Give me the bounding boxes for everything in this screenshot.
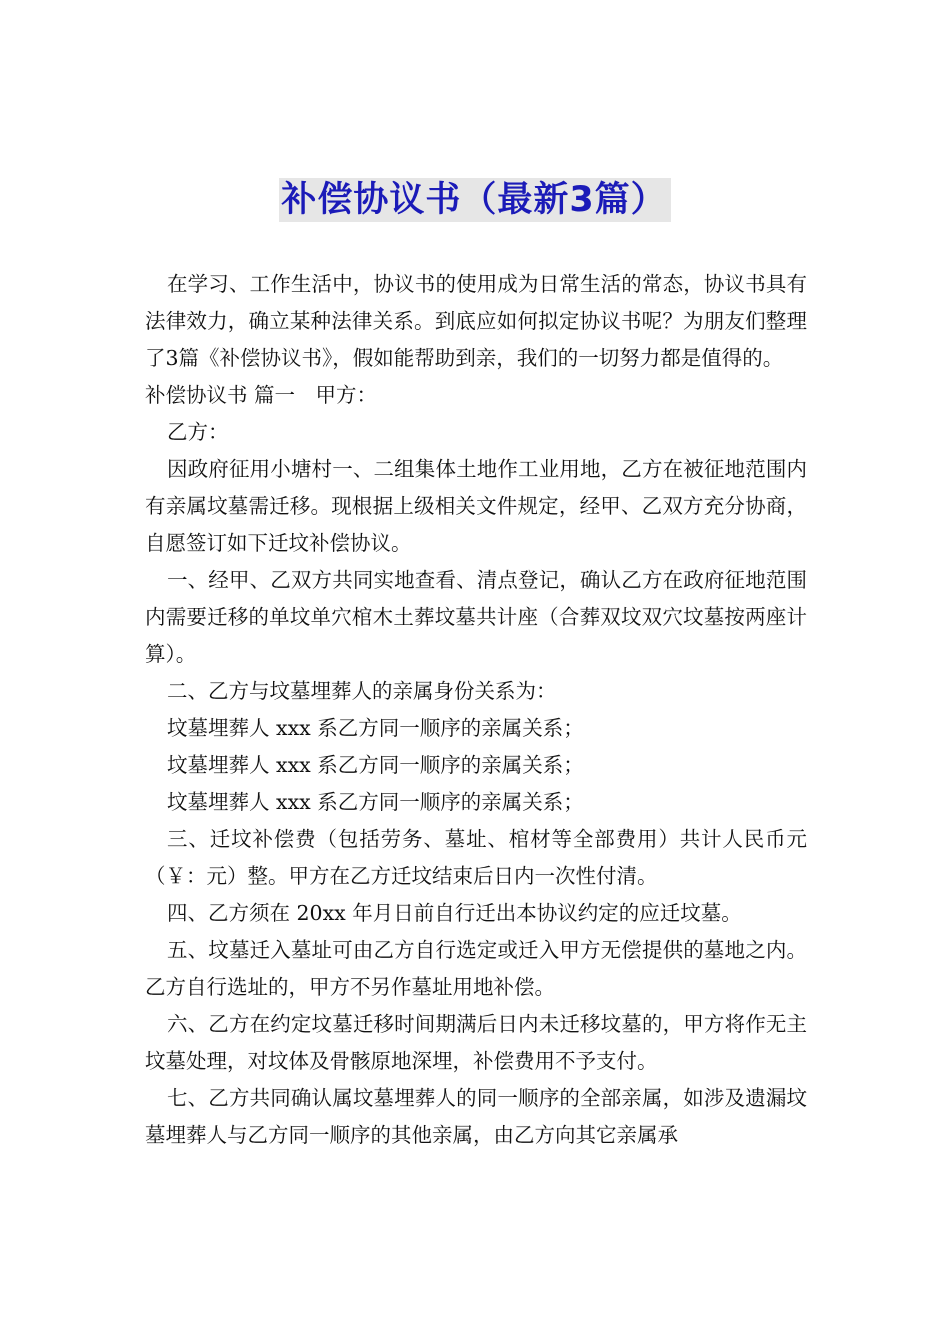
- title-container: [0, 178, 950, 222]
- clause-7: 七、乙方共同确认属坟墓埋葬人的同一顺序的全部亲属，如涉及遗漏坟墓埋葬人与乙方同一顺序的其他亲属，由乙方向其它亲属承: [145, 1086, 807, 1147]
- document-title: 补偿协议书（最新3篇）: [279, 178, 670, 222]
- relation-line: 坟墓埋葬人 xxx 系乙方同一顺序的亲属关系；: [167, 790, 584, 814]
- clause-2: 二、乙方与坟墓埋葬人的亲属身份关系为：: [167, 679, 557, 703]
- clause-1: 一、经甲、乙双方共同实地查看、清点登记，确认乙方在政府征地范围内需要迁移的单坟单穴棺木土葬坟墓共计座（合葬双坟双穴坟墓按两座计算）。: [145, 568, 807, 666]
- relation-line: 坟墓埋葬人 xxx 系乙方同一顺序的亲属关系；: [167, 716, 584, 740]
- intro-paragraph: 在学习、工作生活中，协议书的使用成为日常生活的常态，协议书具有法律效力，确立某种法律关系。到底应如何拟定协议书呢？为朋友们整理了3篇《补偿协议书》，假如能帮助到亲，我们的一切努力都是值得的。: [145, 272, 807, 370]
- document-body: [145, 266, 807, 1154]
- clause-5: 五、坟墓迁入墓址可由乙方自行选定或迁入甲方无偿提供的墓地之内。乙方自行选址的，甲方不另作墓址用地补偿。: [145, 938, 807, 999]
- section-heading: 补偿协议书 篇一 甲方：: [145, 383, 378, 407]
- party-b-line: 乙方：: [167, 420, 229, 444]
- clause-4: 四、乙方须在 20xx 年月日前自行迁出本协议约定的应迁坟墓。: [167, 901, 742, 925]
- paragraph-background: 因政府征用小塘村一、二组集体土地作工业用地，乙方在被征地范围内有亲属坟墓需迁移。现根据上级相关文件规定，经甲、乙双方充分协商，自愿签订如下迁坟补偿协议。: [145, 457, 807, 555]
- clause-6: 六、乙方在约定坟墓迁移时间期满后日内未迁移坟墓的，甲方将作无主坟墓处理，对坟体及骨骸原地深埋，补偿费用不予支付。: [145, 1012, 807, 1073]
- clause-3: 三、迁坟补偿费（包括劳务、墓址、棺材等全部费用）共计人民币元（￥：元）整。甲方在乙方迁坟结束后日内一次性付清。: [145, 827, 807, 888]
- relation-line: 坟墓埋葬人 xxx 系乙方同一顺序的亲属关系；: [167, 753, 584, 777]
